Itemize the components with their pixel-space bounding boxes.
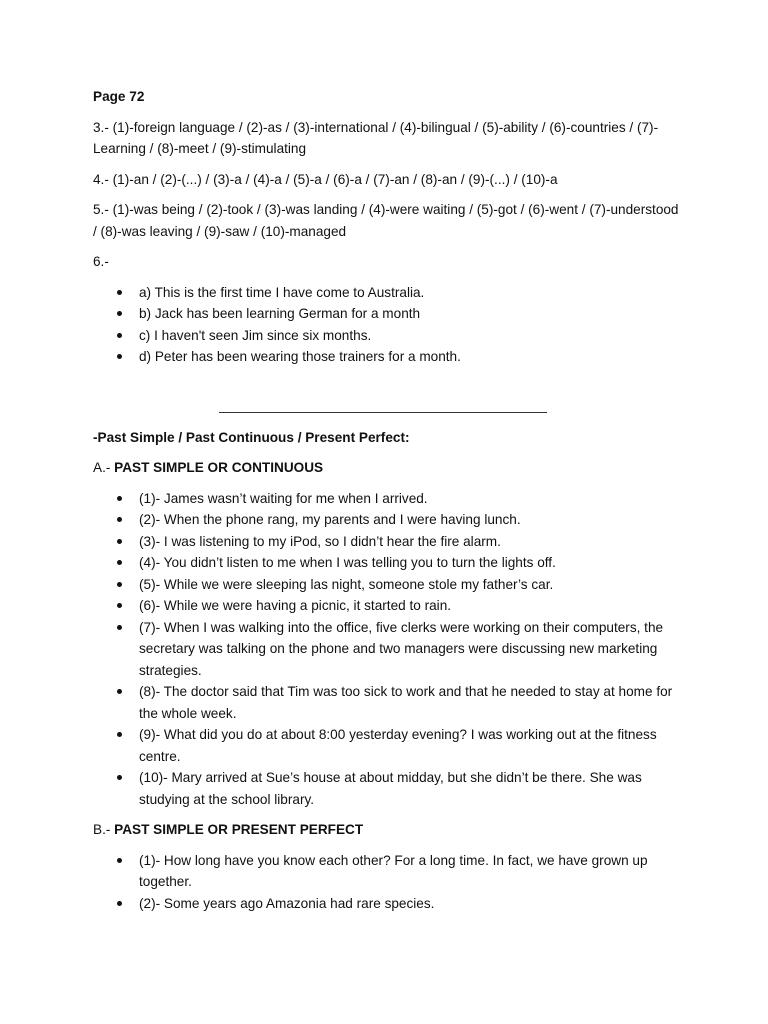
list-item: (10)- Mary arrived at Sue’s house at about midday, but she didn’t be there. She was studying at the school library. [93,767,683,810]
answer-4: 4.- (1)-an / (2)-(...) / (3)-a / (4)-a / (5)-a / (6)-a / (7)-an / (8)-an / (9)-(...) / (10)-a [93,171,558,187]
document-content [93,86,683,914]
list-item: (6)- While we were having a picnic, it started to rain. [93,595,683,617]
list-item: a) This is the first time I have come to Australia. [93,282,683,304]
answer-5: 5.- (1)-was being / (2)-took / (3)-was landing / (4)-were waiting / (5)-got / (6)-went / (7)-understood / (8)-was leaving / (9)-saw / (10)-managed [93,202,679,239]
bullet-icon [117,858,122,863]
bullet-icon [117,539,122,544]
bullet-icon [117,689,122,694]
section-a-title: A.- PAST SIMPLE OR CONTINUOUS [93,460,324,475]
separator-line [219,412,547,413]
list-item: (3)- I was listening to my iPod, so I didn’t hear the fire alarm. [93,531,683,553]
bullet-icon [117,625,122,630]
bullet-icon [117,560,122,565]
bullet-icon [117,333,122,338]
list-item: (2)- When the phone rang, my parents and I were having lunch. [93,509,683,531]
bullet-icon [117,311,122,316]
section-b-title: B.- PAST SIMPLE OR PRESENT PERFECT [93,822,364,837]
bullet-icon [117,732,122,737]
list-item: (7)- When I was walking into the office, five clerks were working on their computers, the secretary was talking on the phone and two managers were discussing new marketing strategies. [93,617,683,682]
list-item: (4)- You didn’t listen to me when I was telling you to turn the lights off. [93,552,683,574]
list-item: d) Peter has been wearing those trainers for a month. [93,346,683,368]
list-item: (8)- The doctor said that Tim was too sick to work and that he needed to stay at home for the whole week. [93,681,683,724]
list-item: (2)- Some years ago Amazonia had rare species. [93,893,683,915]
bullet-icon [117,582,122,587]
bullet-icon [117,775,122,780]
bullet-icon [117,496,122,501]
list-item: b) Jack has been learning German for a month [93,303,683,325]
list-item: (1)- How long have you know each other? For a long time. In fact, we have grown up together. [93,850,683,893]
list-item: c) I haven't seen Jim since six months. [93,325,683,347]
grammar-heading: -Past Simple / Past Continuous / Present Perfect: [93,429,410,445]
list-item: (1)- James wasn’t waiting for me when I arrived. [93,488,683,510]
answer-6-list [93,282,683,368]
list-item: (9)- What did you do at about 8:00 yesterday evening? I was working out at the fitness centre. [93,724,683,767]
bullet-icon [117,603,122,608]
bullet-icon [117,901,122,906]
bullet-icon [117,290,122,295]
answer-3: 3.- (1)-foreign language / (2)-as / (3)-international / (4)-bilingual / (5)-ability / (6)-countries / (7)-Learning / (8)-meet / (9)-stimulating [93,119,659,156]
section-b-list [93,850,683,915]
section-a-list [93,488,683,811]
bullet-icon [117,354,122,359]
page-heading: Page 72 [93,89,145,104]
answer-6-label: 6.- [93,254,109,269]
bullet-icon [117,517,122,522]
list-item: (5)- While we were sleeping las night, someone stole my father’s car. [93,574,683,596]
